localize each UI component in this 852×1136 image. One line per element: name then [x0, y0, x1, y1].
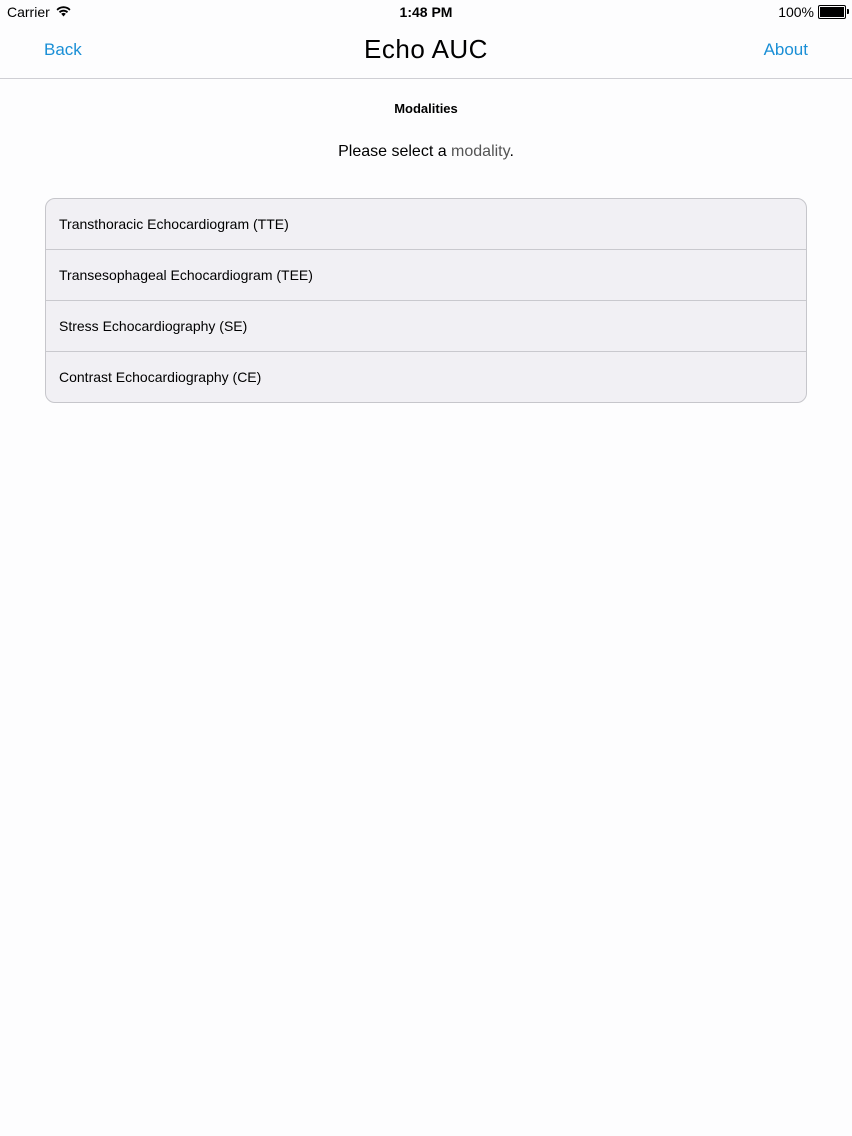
modality-item-tte[interactable]: Transthoracic Echocardiogram (TTE): [46, 199, 806, 250]
carrier-label: Carrier: [7, 4, 50, 20]
modality-item-tee[interactable]: Transesophageal Echocardiogram (TEE): [46, 250, 806, 301]
back-button[interactable]: Back: [44, 40, 82, 59]
battery-icon: [818, 5, 846, 19]
modality-item-se[interactable]: Stress Echocardiography (SE): [46, 301, 806, 352]
page-title: Echo AUC: [364, 34, 488, 64]
status-right: [778, 4, 846, 20]
prompt-suffix: .: [509, 143, 514, 160]
section-heading: Modalities: [394, 101, 458, 116]
status-time: 1:48 PM: [399, 4, 453, 20]
about-button[interactable]: About: [763, 40, 808, 59]
battery-percentage: 100%: [778, 4, 814, 20]
status-bar: [0, 0, 852, 24]
modality-list: [45, 198, 807, 403]
prompt-prefix: Please select a: [338, 143, 452, 160]
select-prompt: [0, 143, 852, 161]
modality-item-ce[interactable]: Contrast Echocardiography (CE): [59, 369, 262, 385]
prompt-highlight: modality: [451, 143, 510, 160]
navigation-bar: [0, 24, 852, 79]
